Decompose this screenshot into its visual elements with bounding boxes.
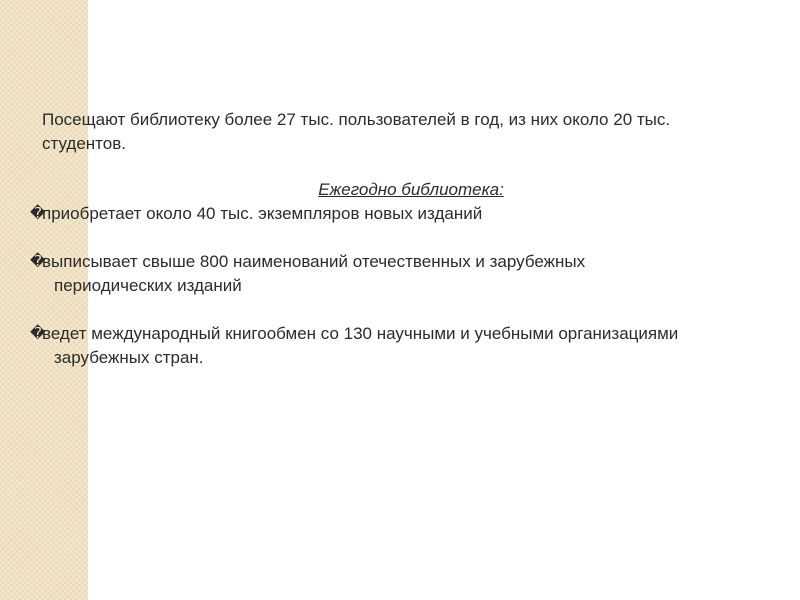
intro-line-2: студентов. xyxy=(42,134,126,153)
list-item-line-2: периодических изданий xyxy=(54,276,242,295)
bullet-icon: � xyxy=(30,253,46,270)
list-item-line-1: приобретает около 40 тыс. экземпляров новых изданий xyxy=(42,204,483,223)
list-item-line-2: зарубежных стран. xyxy=(54,348,204,367)
list-item-book-exchange xyxy=(30,322,792,370)
list-item-line-1: выписывает свыше 800 наименований отечественных и зарубежных xyxy=(42,252,586,271)
intro-line-1: Посещают библиотеку более 27 тыс. пользователей в год, из них около 20 тыс. xyxy=(42,110,671,129)
intro-paragraph xyxy=(42,108,792,156)
slide-text-box xyxy=(30,108,792,370)
list-item-text xyxy=(42,250,792,298)
section-heading: Ежегодно библиотека: xyxy=(318,180,504,199)
bullet-icon: � xyxy=(30,325,46,342)
list-item-acquisitions xyxy=(30,202,792,226)
list-item-text xyxy=(42,322,792,370)
list-item-text xyxy=(42,202,792,226)
list-item-subscriptions xyxy=(30,250,792,298)
bullet-icon: � xyxy=(30,205,46,222)
list-item-line-1: ведет международный книгообмен со 130 научными и учебными организациями xyxy=(42,324,679,343)
